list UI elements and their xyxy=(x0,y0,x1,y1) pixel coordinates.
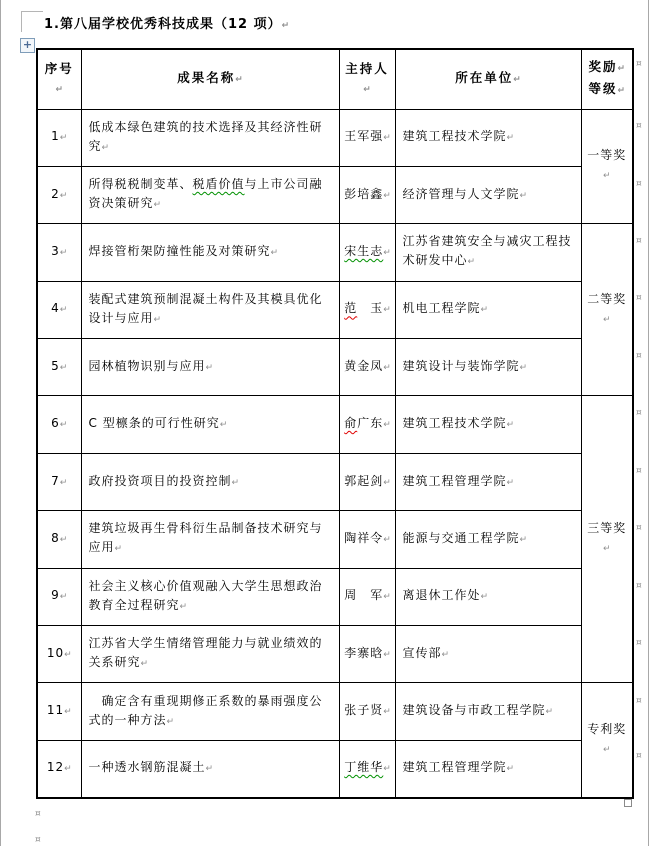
row-end-mark: ¤ xyxy=(636,581,642,591)
leader-name-spell: 范 xyxy=(344,301,358,316)
cell-end-icon: ↵ xyxy=(383,764,391,775)
row-number: 7 xyxy=(51,473,60,488)
achievement-name-post: 与上市公司融资决策研究 xyxy=(88,177,323,211)
row-number: 2 xyxy=(51,186,60,201)
cell-name xyxy=(81,453,339,510)
cell-end-icon: ↵ xyxy=(506,477,515,488)
cell-unit xyxy=(395,224,581,281)
cell-leader xyxy=(339,626,395,683)
row-end-mark: ¤ xyxy=(636,696,642,706)
row-end-mark: ¤ xyxy=(636,179,642,189)
leader-name: 黄金凤 xyxy=(344,358,384,373)
cell-end-icon: ↵ xyxy=(383,592,391,603)
row-end-mark: ¤ xyxy=(636,523,642,533)
unit-name: 经济管理与人文学院 xyxy=(402,186,520,201)
cell-end-icon: ↵ xyxy=(59,305,68,316)
cell-end-icon: ↵ xyxy=(519,362,528,373)
cell-no xyxy=(37,626,81,683)
cell-end-icon: ↵ xyxy=(441,649,450,660)
row-number: 9 xyxy=(51,588,60,603)
table-row xyxy=(37,396,633,453)
table-row xyxy=(37,339,633,396)
cell-leader xyxy=(339,568,395,625)
header-award xyxy=(581,49,633,109)
cell-leader xyxy=(339,453,395,510)
cell-end-icon: ↵ xyxy=(59,247,68,258)
cell-end-icon: ↵ xyxy=(59,592,68,603)
cell-end-icon: ↵ xyxy=(617,86,626,97)
header-leader-text: 主持人 xyxy=(345,60,389,76)
cell-unit xyxy=(395,683,581,740)
cell-end-icon: ↵ xyxy=(519,534,528,545)
table-row xyxy=(37,453,633,510)
unit-name: 建筑工程技术学院 xyxy=(402,416,507,431)
unit-name: 建筑设计与装饰学院 xyxy=(402,358,520,373)
achievement-name: 所得税税制变革、 xyxy=(88,177,193,192)
document-title-text: 1.第八届学校优秀科技成果（12 项） xyxy=(44,17,282,32)
row-number: 11 xyxy=(46,703,65,718)
header-name xyxy=(81,49,339,109)
cell-name xyxy=(81,166,339,223)
table-row xyxy=(37,224,633,281)
achievement-name-grammar: 税盾价值 xyxy=(192,177,245,192)
leader-name-post: 玉 xyxy=(357,301,384,316)
cell-name xyxy=(81,224,339,281)
cell-no xyxy=(37,339,81,396)
leader-name-grammar: 丁维华 xyxy=(344,760,384,775)
award-label: 三等奖 xyxy=(587,521,627,536)
leader-name-post: 广东 xyxy=(357,416,384,431)
cell-end-icon: ↵ xyxy=(519,190,528,201)
header-no xyxy=(37,49,81,109)
cell-end-icon: ↵ xyxy=(480,305,489,316)
cell-name xyxy=(81,396,339,453)
header-award-line1: 奖励 xyxy=(588,59,618,75)
table-row xyxy=(37,568,633,625)
award-label: 专利奖 xyxy=(587,722,627,737)
table-row xyxy=(37,626,633,683)
table-row xyxy=(37,511,633,568)
cell-leader xyxy=(339,683,395,740)
cell-no xyxy=(37,511,81,568)
cell-end-icon: ↵ xyxy=(59,420,68,431)
cell-name xyxy=(81,626,339,683)
row-number: 4 xyxy=(51,301,60,316)
cell-end-icon: ↵ xyxy=(506,133,515,144)
cell-no xyxy=(37,740,81,797)
header-award-line2: 等级 xyxy=(588,81,618,97)
cell-leader xyxy=(339,511,395,568)
cell-name xyxy=(81,109,339,166)
cell-end-icon: ↵ xyxy=(513,75,521,86)
cell-end-icon: ↵ xyxy=(545,707,554,718)
cell-end-icon: ↵ xyxy=(114,544,123,555)
achievement-name: 园林植物识别与应用 xyxy=(88,358,206,373)
cell-no xyxy=(37,224,81,281)
row-number: 8 xyxy=(51,530,60,545)
leader-name: 李寨晗 xyxy=(344,645,384,660)
unit-name: 能源与交通工程学院 xyxy=(402,530,520,545)
unit-name: 宣传部 xyxy=(402,645,442,660)
award-label: 二等奖 xyxy=(587,291,627,306)
cell-name xyxy=(81,683,339,740)
cell-award-patent-prize xyxy=(581,683,633,798)
cell-award-second-prize xyxy=(581,224,633,396)
cell-end-icon: ↵ xyxy=(219,420,228,431)
header-no-text: 序号 xyxy=(44,60,74,76)
cell-end-icon: ↵ xyxy=(467,257,476,268)
cell-unit xyxy=(395,396,581,453)
achievement-name: 政府投资项目的投资控制 xyxy=(88,473,232,488)
row-number: 3 xyxy=(51,243,60,258)
cell-end-icon: ↵ xyxy=(205,764,214,775)
cell-no xyxy=(37,568,81,625)
unit-name: 建筑工程管理学院 xyxy=(402,473,507,488)
table-row xyxy=(37,109,633,166)
row-end-mark: ¤ xyxy=(636,121,642,131)
leader-name-spell: 俞 xyxy=(344,416,358,431)
cell-end-icon: ↵ xyxy=(383,534,391,545)
cell-end-icon: ↵ xyxy=(166,716,175,727)
header-leader xyxy=(339,49,395,109)
table-row xyxy=(37,166,633,223)
cell-no xyxy=(37,453,81,510)
unit-name: 建筑工程管理学院 xyxy=(402,760,507,775)
cell-end-icon: ↵ xyxy=(602,171,611,182)
achievement-name: 江苏省大学生情绪管理能力与就业绩效的关系研究 xyxy=(88,636,323,670)
table-move-handle-icon[interactable]: + xyxy=(20,38,35,53)
cell-end-icon: ↵ xyxy=(617,64,626,75)
cell-unit xyxy=(395,568,581,625)
cell-end-icon: ↵ xyxy=(383,420,391,431)
cell-end-icon: ↵ xyxy=(383,362,391,373)
page-left-edge xyxy=(0,0,1,846)
cell-unit xyxy=(395,511,581,568)
cell-end-icon: ↵ xyxy=(383,649,391,660)
cell-leader xyxy=(339,109,395,166)
cell-leader xyxy=(339,281,395,338)
row-end-mark: ¤ xyxy=(636,751,642,761)
cell-no xyxy=(37,166,81,223)
cell-unit xyxy=(395,453,581,510)
leader-name: 周 军 xyxy=(344,588,384,603)
cell-unit xyxy=(395,626,581,683)
header-name-text: 成果名称 xyxy=(177,70,236,86)
unit-name: 机电工程学院 xyxy=(402,301,481,316)
leader-name-grammar: 宋生志 xyxy=(344,243,384,258)
cell-end-icon: ↵ xyxy=(383,133,391,144)
cell-end-icon: ↵ xyxy=(383,190,391,201)
cell-award-third-prize xyxy=(581,396,633,683)
margin-corner-mark xyxy=(21,11,22,32)
leader-name: 王军强 xyxy=(344,129,384,144)
cell-no xyxy=(37,281,81,338)
cell-end-icon: ↵ xyxy=(363,84,371,95)
leader-name: 张子贤 xyxy=(344,703,384,718)
table-row xyxy=(37,740,633,797)
cell-name xyxy=(81,511,339,568)
cell-end-icon: ↵ xyxy=(64,649,72,660)
achievement-name: 一种透水钢筋混凝土 xyxy=(88,760,206,775)
margin-corner-mark xyxy=(21,11,43,12)
cell-no xyxy=(37,109,81,166)
row-end-mark: ¤ xyxy=(636,59,642,69)
cell-end-icon: ↵ xyxy=(59,362,68,373)
achievement-name: 社会主义核心价值观融入大学生思想政治教育全过程研究 xyxy=(88,578,323,612)
cell-leader xyxy=(339,166,395,223)
row-number: 5 xyxy=(51,358,60,373)
header-unit-text: 所在单位 xyxy=(455,70,514,86)
cell-end-icon: ↵ xyxy=(153,200,162,211)
cell-unit xyxy=(395,740,581,797)
cell-end-icon: ↵ xyxy=(59,534,68,545)
cell-unit xyxy=(395,281,581,338)
cell-unit xyxy=(395,339,581,396)
cell-end-icon: ↵ xyxy=(506,764,515,775)
cell-end-icon: ↵ xyxy=(506,420,515,431)
cell-leader xyxy=(339,396,395,453)
achievement-name: 焊接管桁架防撞性能及对策研究 xyxy=(88,243,271,258)
cell-name xyxy=(81,339,339,396)
paragraph-mark-icon: ¤ xyxy=(35,809,41,819)
achievement-name: C 型檩条的可行性研究 xyxy=(88,416,220,431)
cell-no xyxy=(37,396,81,453)
cell-end-icon: ↵ xyxy=(480,592,489,603)
paragraph-mark-icon: ↵ xyxy=(281,21,290,31)
row-number: 6 xyxy=(51,416,60,431)
cell-end-icon: ↵ xyxy=(602,544,611,555)
row-number: 12 xyxy=(46,760,65,775)
row-end-mark: ¤ xyxy=(636,466,642,476)
table-resize-handle[interactable] xyxy=(624,799,632,807)
achievement-name: 确定含有重现期修正系数的暴雨强度公式的一种方法 xyxy=(88,693,323,727)
cell-end-icon: ↵ xyxy=(383,305,391,316)
achievement-name: 装配式建筑预制混凝土构件及其模具优化设计与应用 xyxy=(88,291,323,325)
cell-end-icon: ↵ xyxy=(64,707,72,718)
row-end-mark: ¤ xyxy=(636,236,642,246)
cell-unit xyxy=(395,109,581,166)
cell-end-icon: ↵ xyxy=(179,601,188,612)
cell-end-icon: ↵ xyxy=(205,362,214,373)
header-unit xyxy=(395,49,581,109)
row-number: 1 xyxy=(51,129,60,144)
table-row xyxy=(37,281,633,338)
cell-leader xyxy=(339,224,395,281)
cell-end-icon: ↵ xyxy=(231,477,240,488)
achievement-name: 低成本绿色建筑的技术选择及其经济性研究 xyxy=(88,119,323,153)
award-label: 一等奖 xyxy=(587,148,627,163)
cell-award-first-prize xyxy=(581,109,633,224)
cell-end-icon: ↵ xyxy=(383,707,391,718)
cell-end-icon: ↵ xyxy=(59,477,68,488)
cell-end-icon: ↵ xyxy=(602,745,611,756)
cell-end-icon: ↵ xyxy=(59,190,68,201)
page-right-edge xyxy=(648,0,649,846)
cell-name xyxy=(81,568,339,625)
paragraph-mark-icon: ¤ xyxy=(35,835,41,845)
cell-end-icon: ↵ xyxy=(55,84,64,95)
cell-name xyxy=(81,740,339,797)
unit-name: 江苏省建筑安全与减灾工程技术研发中心 xyxy=(402,234,572,268)
row-end-mark: ¤ xyxy=(636,638,642,648)
leader-name: 郭起剑 xyxy=(344,473,384,488)
unit-name: 离退休工作处 xyxy=(402,588,481,603)
row-number: 10 xyxy=(46,645,65,660)
cell-end-icon: ↵ xyxy=(153,314,162,325)
cell-end-icon: ↵ xyxy=(270,247,279,258)
cell-name xyxy=(81,281,339,338)
cell-end-icon: ↵ xyxy=(59,133,68,144)
leader-name: 彭培鑫 xyxy=(344,186,384,201)
cell-leader xyxy=(339,740,395,797)
cell-no xyxy=(37,683,81,740)
cell-end-icon: ↵ xyxy=(383,477,391,488)
cell-leader xyxy=(339,339,395,396)
cell-end-icon: ↵ xyxy=(235,75,243,86)
cell-end-icon: ↵ xyxy=(602,314,611,325)
row-end-mark: ¤ xyxy=(636,408,642,418)
table-header-row xyxy=(37,49,633,109)
cell-end-icon: ↵ xyxy=(64,764,72,775)
row-end-mark: ¤ xyxy=(636,351,642,361)
cell-end-icon: ↵ xyxy=(140,659,149,670)
document-title xyxy=(44,13,289,32)
table-row xyxy=(37,683,633,740)
row-end-mark: ¤ xyxy=(636,293,642,303)
cell-end-icon: ↵ xyxy=(101,142,110,153)
cell-unit xyxy=(395,166,581,223)
results-table xyxy=(36,48,634,799)
leader-name: 陶祥令 xyxy=(344,530,384,545)
unit-name: 建筑工程技术学院 xyxy=(402,129,507,144)
unit-name: 建筑设备与市政工程学院 xyxy=(402,703,546,718)
achievement-name: 建筑垃圾再生骨科衍生品制备技术研究与应用 xyxy=(88,521,323,555)
cell-end-icon: ↵ xyxy=(383,247,391,258)
